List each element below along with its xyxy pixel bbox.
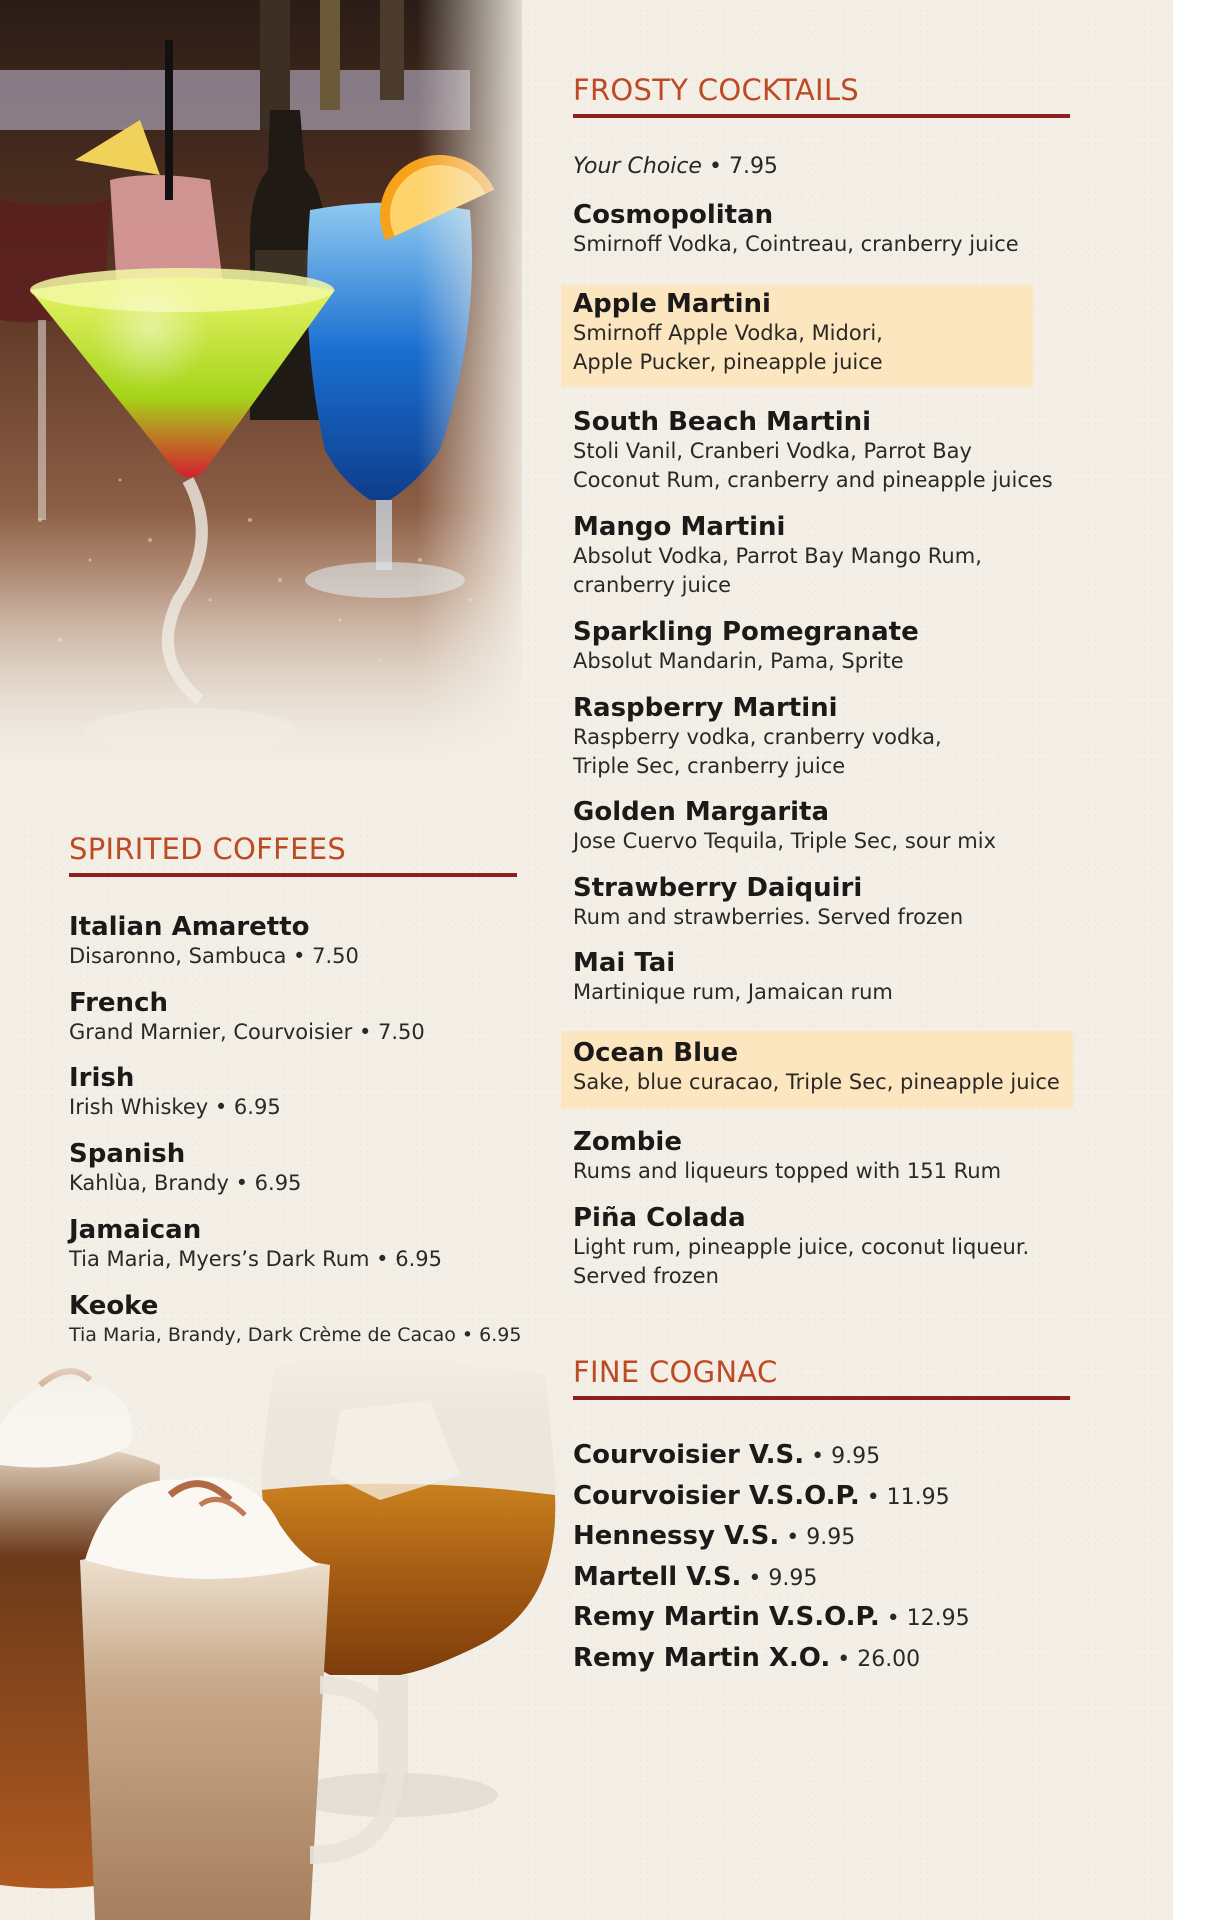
coffee-item-french xyxy=(69,988,425,1047)
cognac-name: Remy Martin X.O. xyxy=(573,1642,831,1673)
menu-item-pina-colada xyxy=(573,1203,1029,1291)
item-desc: Absolut Mandarin, Pama, Sprite xyxy=(573,649,904,673)
cocktails-photo xyxy=(0,0,522,820)
item-desc: Rum and strawberries. Served frozen xyxy=(573,905,964,929)
menu-item-zombie xyxy=(573,1127,1001,1186)
menu-item-golden-margarita xyxy=(573,797,996,856)
cognac-item xyxy=(573,1477,1070,1518)
cognac-name: Remy Martin V.S.O.P. xyxy=(573,1602,880,1632)
coffee-item-italian-amaretto xyxy=(69,912,359,971)
frosty-title-rule xyxy=(573,114,1070,118)
item-desc: Tia Maria, Brandy, Dark Crème de Cacao • 6.95 xyxy=(69,1324,522,1346)
menu-item-mango-martini xyxy=(573,512,982,600)
item-name: French xyxy=(69,988,168,1018)
item-desc: Smirnoff Apple Vodka, Midori, xyxy=(573,321,883,345)
cognac-title-rule xyxy=(573,1396,1070,1400)
coffee-item-keoke xyxy=(69,1291,521,1350)
cognac-item xyxy=(573,1517,1070,1558)
coffees-cognac-photo xyxy=(0,1355,560,1920)
item-name: Keoke xyxy=(69,1291,159,1321)
cognac-name: Martell V.S. xyxy=(573,1561,742,1592)
item-name: Mai Tai xyxy=(573,948,676,978)
menu-item-south-beach-martini xyxy=(573,407,1053,495)
item-name: Strawberry Daiquiri xyxy=(573,873,863,903)
fine-cognac-title: FINE COGNAC xyxy=(573,1355,778,1389)
item-desc: Jose Cuervo Tequila, Triple Sec, sour mix xyxy=(573,829,997,853)
item-name: Cosmopolitan xyxy=(573,200,774,230)
choice-label: Your Choice xyxy=(573,154,702,179)
cognac-item xyxy=(573,1436,1070,1477)
cognac-item xyxy=(573,1639,1070,1680)
item-desc: Disaronno, Sambuca • 7.50 xyxy=(69,944,359,968)
item-name: South Beach Martini xyxy=(573,407,872,437)
coffee-item-irish xyxy=(69,1063,281,1122)
item-desc: Raspberry vodka, cranberry vodka, xyxy=(573,725,942,749)
item-desc: Irish Whiskey • 6.95 xyxy=(69,1095,281,1119)
menu-item-cosmopolitan xyxy=(573,200,1019,259)
item-name: Jamaican xyxy=(69,1215,202,1245)
item-desc: Light rum, pineapple juice, coconut liqueur. xyxy=(573,1235,1030,1259)
item-desc: Martinique rum, Jamaican rum xyxy=(573,980,893,1004)
choice-price: • 7.95 xyxy=(701,154,778,179)
choice-price-note xyxy=(573,154,778,179)
item-name: Sparkling Pomegranate xyxy=(573,617,919,647)
page-margin xyxy=(1173,0,1209,1920)
cognac-price: • 9.95 xyxy=(741,1565,818,1591)
item-desc: Triple Sec, cranberry juice xyxy=(573,754,846,778)
cognac-name: Hennessy V.S. xyxy=(573,1521,780,1551)
spirited-coffees-title: SPIRITED COFFEES xyxy=(69,832,347,866)
menu-item-strawberry-daiquiri xyxy=(573,873,963,932)
cognac-name: Courvoisier V.S. xyxy=(573,1440,805,1470)
cognac-price: • 12.95 xyxy=(879,1606,970,1631)
item-desc: cranberry juice xyxy=(573,573,732,597)
item-desc: Absolut Vodka, Parrot Bay Mango Rum, xyxy=(573,544,982,568)
item-desc: Stoli Vanil, Cranberi Vodka, Parrot Bay xyxy=(573,439,972,463)
menu-item-mai-tai xyxy=(573,948,893,1007)
item-name: Raspberry Martini xyxy=(573,693,838,723)
item-name: Italian Amaretto xyxy=(69,912,310,942)
cognac-price: • 26.00 xyxy=(830,1646,921,1672)
item-name: Piña Colada xyxy=(573,1203,746,1233)
cognac-price: • 9.95 xyxy=(779,1525,856,1550)
item-desc: Smirnoff Vodka, Cointreau, cranberry juice xyxy=(573,232,1019,256)
item-name: Golden Margarita xyxy=(573,797,830,827)
item-desc: Rums and liqueurs topped with 151 Rum xyxy=(573,1159,1002,1183)
item-name: Zombie xyxy=(573,1127,682,1157)
cognac-name: Courvoisier V.S.O.P. xyxy=(573,1480,860,1511)
item-name: Spanish xyxy=(69,1139,186,1169)
menu-item-sparkling-pomegranate xyxy=(573,617,919,676)
menu-item-ocean-blue xyxy=(573,1038,1060,1097)
coffee-item-jamaican xyxy=(69,1215,442,1274)
item-name: Ocean Blue xyxy=(573,1038,739,1068)
menu-item-apple-martini xyxy=(573,289,883,377)
spirited-coffees-section xyxy=(69,832,517,877)
item-name: Mango Martini xyxy=(573,512,786,542)
item-name: Irish xyxy=(69,1063,135,1093)
item-desc: Apple Pucker, pineapple juice xyxy=(573,350,883,374)
cognac-price: • 9.95 xyxy=(804,1444,881,1469)
fine-cognac-section xyxy=(573,1355,1070,1679)
frosty-cocktails-title: FROSTY COCKTAILS xyxy=(573,73,860,107)
cognac-item xyxy=(573,1598,1070,1639)
menu-item-raspberry-martini xyxy=(573,693,942,781)
cognac-item xyxy=(573,1558,1070,1599)
item-desc: Coconut Rum, cranberry and pineapple juices xyxy=(573,468,1053,492)
item-desc: Kahlùa, Brandy • 6.95 xyxy=(69,1171,302,1195)
cognac-list xyxy=(573,1436,1070,1679)
item-desc: Sake, blue curacao, Triple Sec, pineapple juice xyxy=(573,1070,1060,1094)
cognac-price: • 11.95 xyxy=(859,1484,950,1510)
coffee-item-spanish xyxy=(69,1139,301,1198)
item-desc: Grand Marnier, Courvoisier • 7.50 xyxy=(69,1020,425,1044)
item-name: Apple Martini xyxy=(573,289,771,319)
frosty-cocktails-section xyxy=(573,73,1070,118)
coffees-title-rule xyxy=(69,873,517,877)
item-desc: Served frozen xyxy=(573,1264,719,1288)
item-desc: Tia Maria, Myers’s Dark Rum • 6.95 xyxy=(69,1247,442,1271)
